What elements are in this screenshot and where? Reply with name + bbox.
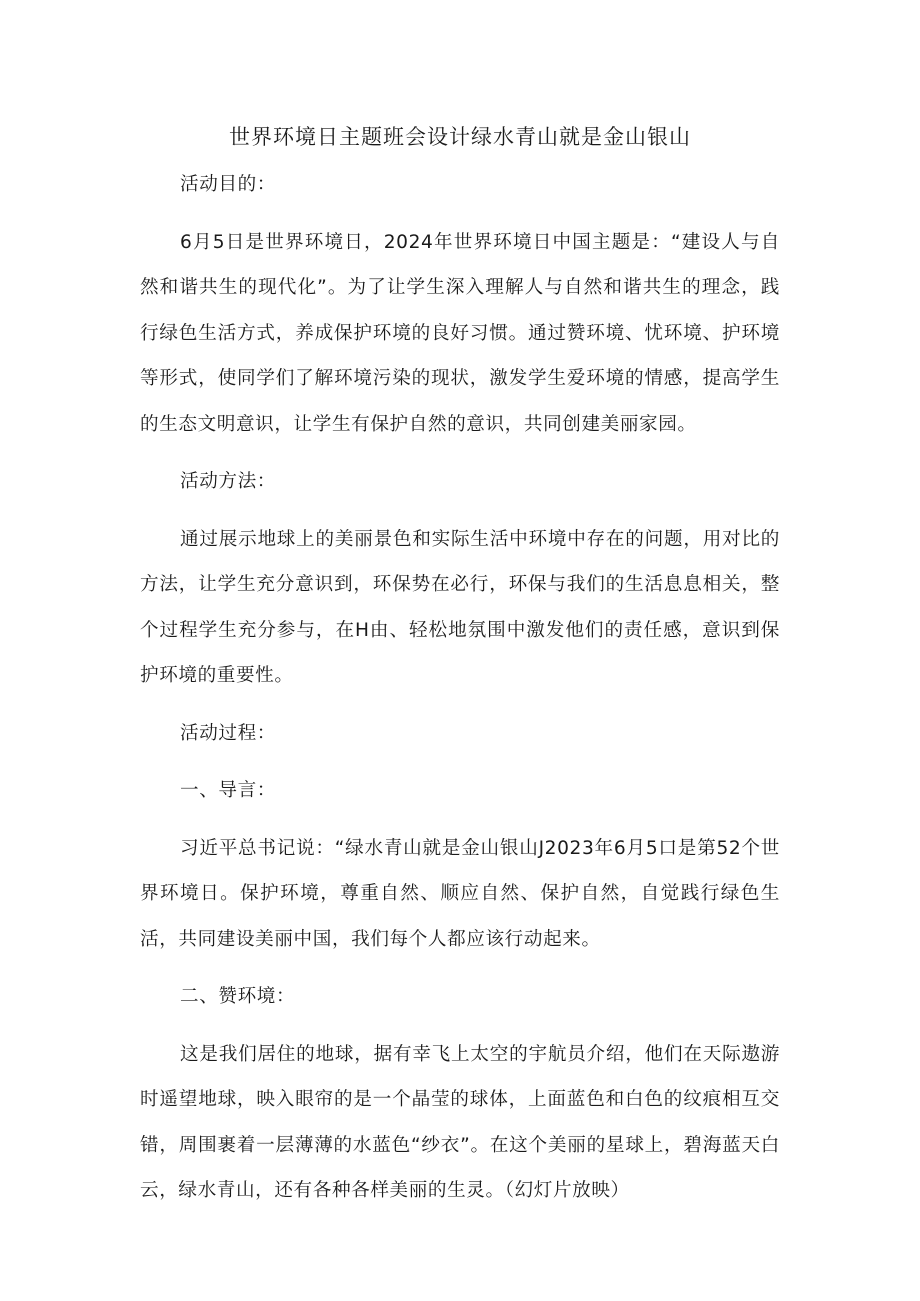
paragraph-intro: 习近平总书记说：“绿水青山就是金山银山J2023年6月5口是第52个世界环境日。保护环境，尊重自然、顺应自然、保护自然，自觉践行绿色生活，共同建设美丽中国，我们每个人都应该行动起来。 xyxy=(140,837,780,950)
document-title: 世界环境日主题班会设计绿水青山就是金山银山 xyxy=(229,125,691,149)
paragraph-purpose: 6月5日是世界环境日，2024年世界环境日中国主题是：“建设人与自然和谐共生的现代化”。为了让学生深入理解人与自然和谐共生的理念，践行绿色生活方式，养成保护环境的良好习惯。通过赞环境、忧环境、护环境等形式，使同学们了解环境污染的现状，激发学生爱环境的情感，提高学生的生态文明意识，让学生有保护自然的意识，共同创建美丽家园。 xyxy=(140,231,780,435)
paragraph-method: 通过展示地球上的美丽景色和实际生活中环境中存在的问题，用对比的方法，让学生充分意识到，环保势在必行，环保与我们的生活息息相关，整个过程学生充分参与，在H由、轻松地氛围中激发他们的责任感，意识到保护环境的重要性。 xyxy=(140,528,780,686)
section-heading-process: 活动过程： xyxy=(180,722,276,744)
section-heading-method: 活动方法： xyxy=(180,471,276,492)
section-heading-purpose: 活动目的： xyxy=(180,174,276,195)
paragraph-praise: 这是我们居住的地球，据有幸飞上太空的宇航员介绍，他们在天际遨游时遥望地球，映入眼帘的是一个晶莹的球体，上面蓝色和白色的纹痕相互交错，周围裹着一层薄薄的水蓝色“纱衣”。在这个美丽的星球上，碧海蓝天白云，绿水青山，还有各种各样美丽的生灵。（幻灯片放映） xyxy=(140,1043,780,1201)
document-body xyxy=(140,162,780,1226)
section-heading-intro: 一、导言： xyxy=(180,780,276,801)
section-heading-praise: 二、赞环境： xyxy=(180,986,296,1007)
